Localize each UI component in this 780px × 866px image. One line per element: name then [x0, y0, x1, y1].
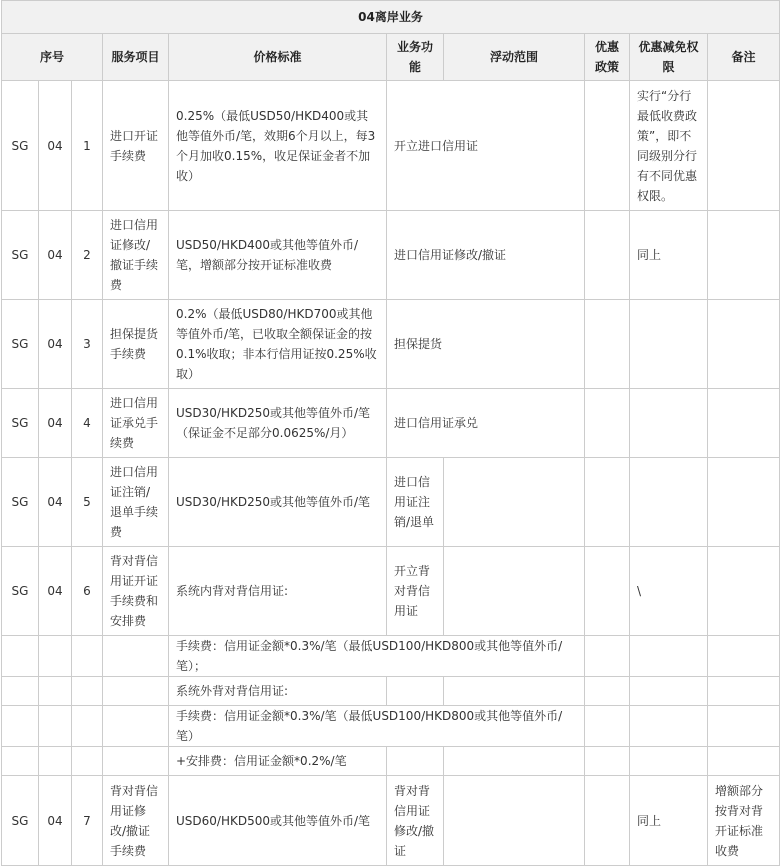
cell-price: USD50/HKD400或其他等值外币/笔，增额部分按开证标准收费 [169, 211, 387, 300]
header-authority: 优惠减免权限 [630, 34, 708, 81]
cell-price-detail: 手续费：信用证金额*0.3%/笔（最低USD100/HKD800或其他等值外币/笔）； [169, 636, 585, 677]
cell-category: 04 [39, 547, 72, 636]
cell-policy [585, 547, 630, 636]
cell-category: 04 [39, 81, 72, 211]
cell-note [708, 389, 780, 458]
table-row [2, 211, 780, 300]
cell-item: 背对背信用证开证手续费和安排费 [103, 547, 169, 636]
cell-function: 开立进口信用证 [387, 81, 585, 211]
cell-function: 进口信用证修改/撤证 [387, 211, 585, 300]
cell-range [444, 458, 585, 547]
table-row [2, 776, 780, 866]
cell-note [708, 211, 780, 300]
table-row [2, 81, 780, 211]
cell-category: 04 [39, 211, 72, 300]
table-row [2, 458, 780, 547]
cell-price: 0.2%（最低USD80/HKD700或其他等值外币/笔，已收取全额保证金的按0.1%收取；非本行信用证按0.25%收取） [169, 300, 387, 389]
cell-category: 04 [39, 389, 72, 458]
cell-policy [585, 776, 630, 866]
cell-note: 增额部分按背对背开证标准收费 [708, 776, 780, 866]
cell-number: 4 [72, 389, 103, 458]
cell-note [708, 547, 780, 636]
cell-category: 04 [39, 458, 72, 547]
cell-price: USD30/HKD250或其他等值外币/笔 [169, 458, 387, 547]
cell-item: 进口信用证注销/退单手续费 [103, 458, 169, 547]
cell-function: 进口信用证注销/退单 [387, 458, 444, 547]
cell-note [708, 458, 780, 547]
cell-authority [630, 300, 708, 389]
cell-item: 进口信用证承兑手续费 [103, 389, 169, 458]
header-range: 浮动范围 [444, 34, 585, 81]
table-row [2, 300, 780, 389]
table-row [2, 389, 780, 458]
header-note: 备注 [708, 34, 780, 81]
cell-item: 背对背信用证修改/撤证手续费 [103, 776, 169, 866]
header-price: 价格标准 [169, 34, 387, 81]
cell-number: 3 [72, 300, 103, 389]
header-policy: 优惠政策 [585, 34, 630, 81]
cell-item: 进口开证手续费 [103, 81, 169, 211]
cell-category: 04 [39, 300, 72, 389]
cell-function: 进口信用证承兑 [387, 389, 585, 458]
table-row [2, 547, 780, 636]
cell-price-detail: 系统外背对背信用证: [169, 677, 387, 706]
cell-authority: \ [630, 547, 708, 636]
table-row [2, 706, 780, 747]
cell-note [708, 81, 780, 211]
cell-policy [585, 300, 630, 389]
cell-item: 担保提货手续费 [103, 300, 169, 389]
title-row [2, 1, 780, 34]
cell-policy [585, 211, 630, 300]
cell-policy [585, 389, 630, 458]
cell-price-detail: 手续费：信用证金额*0.3%/笔（最低USD100/HKD800或其他等值外币/笔） [169, 706, 585, 747]
cell-authority [630, 458, 708, 547]
header-item: 服务项目 [103, 34, 169, 81]
cell-price: USD30/HKD250或其他等值外币/笔（保证金不足部分0.0625%/月） [169, 389, 387, 458]
cell-price-detail: +安排费：信用证金额*0.2%/笔 [169, 747, 387, 776]
cell-range [444, 547, 585, 636]
cell-code: SG [2, 547, 39, 636]
cell-note [708, 300, 780, 389]
cell-code: SG [2, 211, 39, 300]
header-row [2, 34, 780, 81]
cell-code: SG [2, 389, 39, 458]
cell-price: 0.25%（最低USD50/HKD400或其他等值外币/笔，效期6个月以上，每3个月加收0.15%，收足保证金者不加收） [169, 81, 387, 211]
cell-range [444, 776, 585, 866]
cell-code: SG [2, 300, 39, 389]
cell-policy [585, 81, 630, 211]
table-row [2, 636, 780, 677]
header-function: 业务功能 [387, 34, 444, 81]
cell-code: SG [2, 81, 39, 211]
cell-authority: 同上 [630, 776, 708, 866]
cell-number: 2 [72, 211, 103, 300]
cell-price: USD60/HKD500或其他等值外币/笔 [169, 776, 387, 866]
cell-number: 5 [72, 458, 103, 547]
header-seq: 序号 [2, 34, 103, 81]
cell-number: 1 [72, 81, 103, 211]
cell-category: 04 [39, 776, 72, 866]
cell-price: 系统内背对背信用证: [169, 547, 387, 636]
cell-function: 背对背信用证修改/撤证 [387, 776, 444, 866]
cell-number: 7 [72, 776, 103, 866]
cell-number: 6 [72, 547, 103, 636]
table-row [2, 677, 780, 706]
cell-code: SG [2, 458, 39, 547]
cell-authority: 同上 [630, 211, 708, 300]
table-row [2, 747, 780, 776]
cell-code: SG [2, 776, 39, 866]
fee-table [1, 0, 780, 866]
cell-authority: 实行“分行最低收费政策”，即不同级别分行有不同优惠权限。 [630, 81, 708, 211]
cell-function: 开立背对背信用证 [387, 547, 444, 636]
cell-item: 进口信用证修改/撤证手续费 [103, 211, 169, 300]
cell-policy [585, 458, 630, 547]
cell-authority [630, 389, 708, 458]
cell-function: 担保提货 [387, 300, 585, 389]
table-title: 04离岸业务 [2, 1, 780, 34]
